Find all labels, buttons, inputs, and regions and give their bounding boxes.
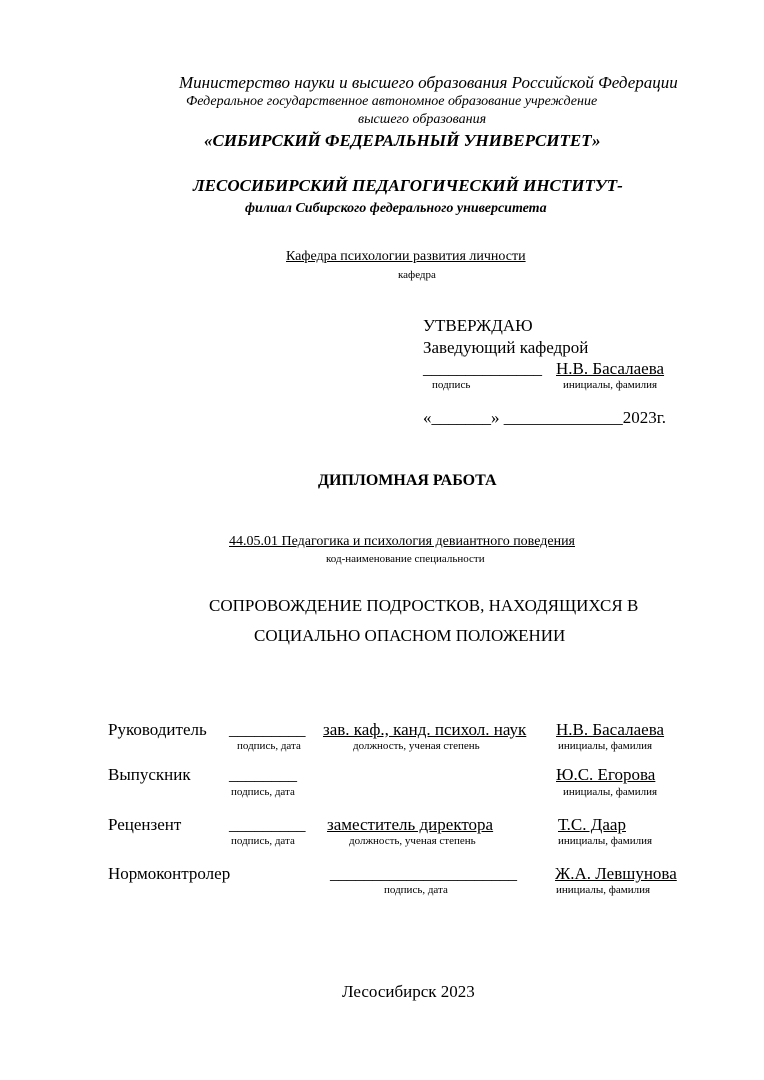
- supervisor-caption-name: инициалы, фамилия: [558, 740, 653, 752]
- institute-name: ЛЕСОСИБИРСКИЙ ПЕДАГОГИЧЕСКИЙ ИНСТИТУТ-: [193, 176, 623, 195]
- normcontroller-caption-sign: подпись, дата: [384, 884, 448, 896]
- supervisor-position: зав. каф., канд. психол. наук: [323, 720, 527, 739]
- normcontroller-name: Ж.А. Левшунова: [555, 864, 677, 883]
- work-type: ДИПЛОМНАЯ РАБОТА: [318, 472, 497, 489]
- city-year-footer: Лесосибирск 2023: [342, 982, 475, 1001]
- graduate-name: Ю.С. Егорова: [556, 765, 656, 784]
- reviewer-caption-position: должность, ученая степень: [349, 835, 476, 847]
- graduate-role: Выпускник: [108, 765, 191, 784]
- specialty-caption: код-наименование специальности: [326, 553, 485, 565]
- approval-caption-sign: подпись: [432, 379, 471, 391]
- reviewer-name: Т.С. Даар: [558, 815, 626, 834]
- department-caption: кафедра: [398, 269, 436, 281]
- department-name: Кафедра психологии развития личности: [286, 249, 526, 264]
- approval-name: Н.В. Басалаева: [556, 359, 665, 378]
- higher-education-line: высшего образования: [358, 112, 487, 127]
- graduate-caption-sign: подпись, дата: [231, 786, 295, 798]
- graduate-sign-line: ________: [229, 765, 297, 784]
- normcontroller-role: Нормоконтролер: [108, 864, 231, 883]
- supervisor-sign-line: _________: [229, 720, 306, 739]
- ministry-line: Министерство науки и высшего образования Российской Федерации: [179, 73, 678, 92]
- thesis-title-line1: СОПРОВОЖДЕНИЕ ПОДРОСТКОВ, НАХОДЯЩИХСЯ В: [209, 596, 639, 615]
- thesis-title-line2: СОЦИАЛЬНО ОПАСНОМ ПОЛОЖЕНИИ: [254, 626, 566, 645]
- approval-date-line: «_______» ______________2023г.: [423, 408, 667, 427]
- specialty-name: 44.05.01 Педагогика и психология девиантного поведения: [229, 534, 576, 549]
- federal-institution-line: Федеральное государственное автономное образование учреждение: [186, 94, 598, 109]
- reviewer-sign-line: _________: [229, 815, 306, 834]
- branch-name: филиал Сибирского федерального университета: [245, 201, 547, 216]
- reviewer-caption-sign: подпись, дата: [231, 835, 295, 847]
- approval-title: УТВЕРЖДАЮ: [423, 316, 533, 335]
- normcontroller-caption-name: инициалы, фамилия: [556, 884, 651, 896]
- approval-role: Заведующий кафедрой: [423, 338, 589, 357]
- reviewer-position: заместитель директора: [327, 815, 494, 834]
- supervisor-caption-sign: подпись, дата: [237, 740, 301, 752]
- supervisor-caption-position: должность, ученая степень: [353, 740, 480, 752]
- reviewer-role: Рецензент: [108, 815, 182, 834]
- graduate-caption-name: инициалы, фамилия: [563, 786, 658, 798]
- university-name: «СИБИРСКИЙ ФЕДЕРАЛЬНЫЙ УНИВЕРСИТЕТ»: [204, 131, 601, 150]
- approval-caption-name: инициалы, фамилия: [563, 379, 658, 391]
- approval-sign-line: ______________: [423, 359, 542, 378]
- supervisor-role: Руководитель: [108, 720, 207, 739]
- normcontroller-sign-line: ______________________: [330, 864, 517, 883]
- reviewer-caption-name: инициалы, фамилия: [558, 835, 653, 847]
- supervisor-name: Н.В. Басалаева: [556, 720, 665, 739]
